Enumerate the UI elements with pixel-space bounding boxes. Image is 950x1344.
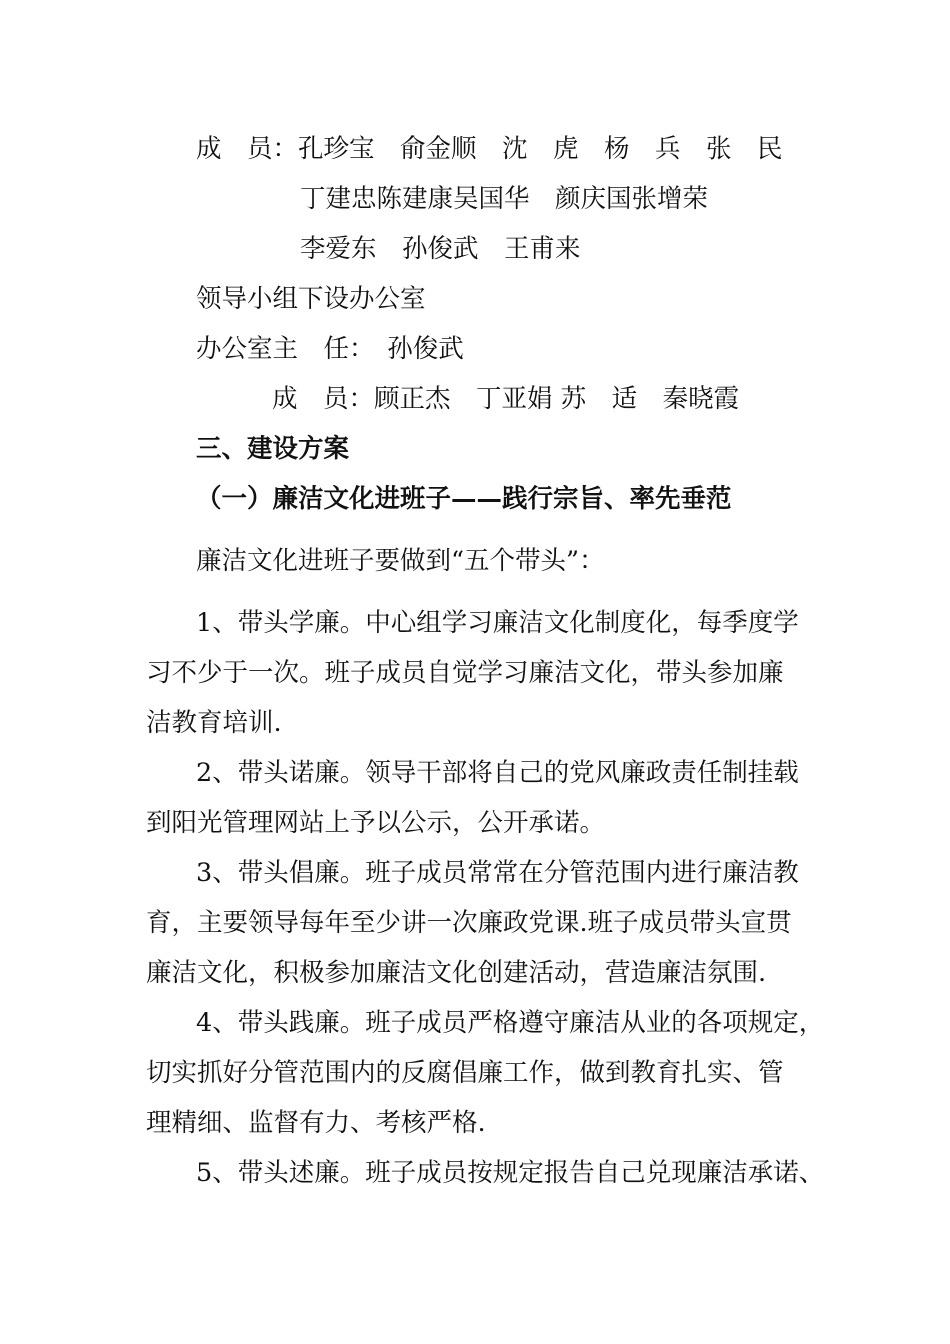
paragraph-line: 理精细、监督有力、考核严格. xyxy=(146,1108,486,1138)
paragraph-line: 5、带头述廉。班子成员按规定报告自己兑现廉洁承诺、 xyxy=(196,1158,825,1188)
paragraph-line: 育，主要领导每年至少讲一次廉政党课.班子成员带头宣贯 xyxy=(146,908,792,938)
office-intro: 领导小组下设办公室 xyxy=(196,284,426,314)
members-line-1: 成 员：孔珍宝 俞金顺 沈 虎 杨 兵 张 民 xyxy=(196,134,783,164)
intro-text: 廉洁文化进班子要做到“五个带头”： xyxy=(196,546,605,576)
paragraph-line: 习不少于一次。班子成员自觉学习廉洁文化，带头参加廉 xyxy=(146,658,784,688)
office-members: 成 员：顾正杰 丁亚娟 苏 适 秦晓霞 xyxy=(272,384,740,414)
subsection-heading: （一）廉洁文化进班子——践行宗旨、率先垂范 xyxy=(196,484,732,514)
office-director: 办公室主 任： 孙俊武 xyxy=(196,334,464,364)
paragraph-line: 1、带头学廉。中心组学习廉洁文化制度化，每季度学 xyxy=(196,608,799,638)
paragraph-line: 2、带头诺廉。领导干部将自己的党风廉政责任制挂载 xyxy=(196,758,799,788)
paragraph-line: 切实抓好分管范围内的反腐倡廉工作，做到教育扎实、管 xyxy=(146,1058,784,1088)
paragraph-line: 到阳光管理网站上予以公示，公开承诺。 xyxy=(146,808,606,838)
paragraph-line: 廉洁文化，积极参加廉洁文化创建活动，营造廉洁氛围. xyxy=(146,958,767,988)
paragraph-line: 4、带头践廉。班子成员严格遵守廉洁从业的各项规定， xyxy=(196,1008,825,1038)
section-heading: 三、建设方案 xyxy=(196,434,350,464)
paragraph-line: 洁教育培训. xyxy=(146,708,282,738)
paragraph-line: 3、带头倡廉。班子成员常常在分管范围内进行廉洁教 xyxy=(196,858,799,888)
members-line-2: 丁建忠陈建康吴国华 颜庆国张增荣 xyxy=(300,184,709,214)
members-line-3: 李爱东 孙俊武 王甫来 xyxy=(300,234,581,264)
